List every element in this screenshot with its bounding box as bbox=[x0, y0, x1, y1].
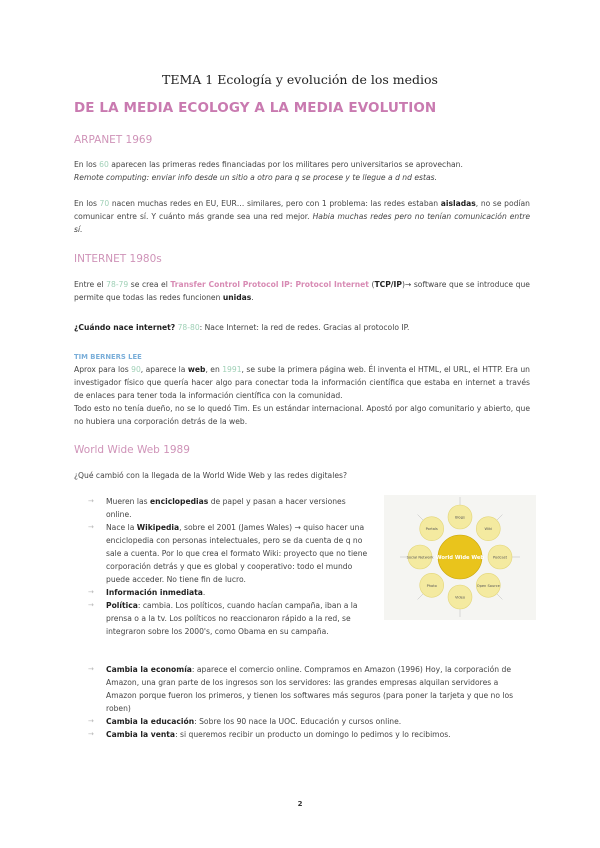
arpanet-paragraph-1: En los 60 aparecen las primeras redes financiadas por los militares pero universitarios se aprovechan. Remote computing: enviar info desde un sitio a otro para q se procese y te llegue a d nd estas. bbox=[74, 160, 463, 182]
bullet-bold: enciclopedias bbox=[150, 497, 209, 506]
bullet-item bbox=[88, 521, 370, 586]
diagram-petal-label: Photo bbox=[426, 583, 437, 588]
bullet-bold: Wikipedia bbox=[136, 523, 180, 532]
bullet-item bbox=[88, 586, 370, 599]
diagram-connector bbox=[418, 515, 424, 521]
bullets-upper bbox=[88, 495, 370, 638]
bullet-text: de papel y pasan a hacer versiones online. bbox=[106, 497, 346, 519]
internet-question: ¿Cuándo nace internet? 78-80: Nace Internet: la red de redes. Gracias al protocolo IP. bbox=[74, 323, 410, 332]
bullet-text: : aparece el comercio online. Compramos en Amazon (1996) Hoy, la corporación de Amazon, una gran parte de los ingresos son los servidores: las grandes empresas alquilan servidores a Amazon porque fueron los primeros, y tienen los softwares más seguros (para poner la tarjeta y que no los roben) bbox=[106, 665, 514, 713]
tim-berners-lee-paragraph: Aprox para los 90, aparece la web, en 1991, se sube la primera página web. Él inventa el HTML, el URL, el HTTP. Era un investigador físico que quería hacer algo para conectar toda la información científica que estaba en internet a través de enlaces para tener toda la información científica con la comunidad. Todo esto no tenía dueño, no se lo quedó Tim. Es un estándar internacional. Apostó por algo comunitario y abierto, que no hubiera una corporación detrás de la web. bbox=[74, 365, 530, 426]
diagram-petal-label: Social Network bbox=[406, 555, 434, 560]
bullet-text: , sobre el 2001 (James Wales) → quiso hacer una enciclopedia con personas intelectuales, pero se da cuenta de q no sale a cuenta. Por lo que crea el formato Wiki: proyecto que no tiene corporación detrás y que es global y cooperativo: todo el mundo puede acceder. No tiene fin de lucro. bbox=[106, 523, 368, 584]
world-wide-web-diagram bbox=[384, 495, 536, 620]
bullet-bold: Cambia la economía bbox=[106, 665, 192, 674]
arrow-icon: → bbox=[88, 717, 94, 725]
bullet-item bbox=[88, 715, 530, 728]
bullet-bold: Cambia la educación bbox=[106, 717, 195, 726]
diagram-connector bbox=[496, 515, 502, 521]
diagram-petal-label: Podcast bbox=[493, 555, 507, 560]
arrow-icon: → bbox=[88, 665, 94, 673]
bullet-bold: Información inmediata bbox=[106, 588, 203, 597]
arpanet-paragraph-2: En los 70 nacen muchas redes en EU, EUR… similares, pero con 1 problema: las redes estaban aisladas, no se podían comunicar entre sí. Y cuánto más grande sea una red mejor. Habia muchas redes pero no tenían comunicación entre sí. bbox=[74, 199, 530, 234]
diagram-connector bbox=[418, 593, 424, 599]
arrow-icon: → bbox=[88, 730, 94, 738]
bullet-text: . bbox=[202, 588, 206, 597]
www-heading: World Wide Web 1989 bbox=[74, 444, 190, 456]
bullet-text: : cambia. Los políticos, cuando hacían campaña, iban a la prensa o a la tv. Los políticos no reaccionaron rápido a la red, se integraron sobre los 2000's, como Obama en su campaña. bbox=[106, 601, 358, 636]
bullet-text: Mueren las bbox=[106, 497, 151, 506]
bullet-text: : si queremos recibir un producto un domingo lo pedimos y lo recibimos. bbox=[175, 730, 451, 739]
diagram-petal-label: Video bbox=[454, 595, 466, 600]
arrow-icon: → bbox=[88, 497, 94, 505]
bullet-item bbox=[88, 495, 370, 521]
www-question: ¿Qué cambió con la llegada de la World Wide Web y las redes digitales? bbox=[74, 471, 347, 480]
page-number: 2 bbox=[297, 800, 303, 808]
bullet-item bbox=[88, 599, 370, 638]
diagram-svg bbox=[384, 495, 536, 620]
arrow-icon: → bbox=[88, 588, 94, 596]
diagram-connector bbox=[496, 593, 502, 599]
diagram-petal-label: Wiki bbox=[484, 527, 493, 532]
bullet-item bbox=[88, 728, 530, 741]
document-title: TEMA 1 Ecología y evolución de los medios bbox=[162, 72, 438, 87]
bullet-bold: Política bbox=[106, 601, 138, 610]
diagram-petal-label: Portals bbox=[425, 527, 438, 532]
diagram-center-label: World Wide Web bbox=[435, 555, 485, 561]
internet-heading: INTERNET 1980s bbox=[74, 253, 162, 265]
diagram-petal-label: Blogs bbox=[455, 515, 465, 520]
section-heading: DE LA MEDIA ECOLOGY A LA MEDIA EVOLUTION bbox=[74, 100, 437, 116]
bullet-bold: Cambia la venta bbox=[106, 730, 176, 739]
arrow-icon: → bbox=[88, 601, 94, 609]
arrow-icon: → bbox=[88, 523, 94, 531]
diagram-petal-label: Open Source bbox=[476, 583, 500, 588]
arpanet-heading: ARPANET 1969 bbox=[74, 134, 153, 146]
bullet-text: Nace la bbox=[106, 523, 137, 532]
bullets-lower bbox=[88, 663, 530, 741]
internet-paragraph-1: Entre el 78-79 se crea el Transfer Control Protocol IP: Protocol Internet (TCP/IP)→ software que se introduce que permite que todas las redes funcionen unidas. bbox=[74, 280, 530, 302]
bullet-item bbox=[88, 663, 530, 715]
tim-berners-lee-heading: TIM BERNERS LEE bbox=[74, 353, 142, 361]
bullet-text: : Sobre los 90 nace la UOC. Educación y cursos online. bbox=[194, 717, 402, 726]
